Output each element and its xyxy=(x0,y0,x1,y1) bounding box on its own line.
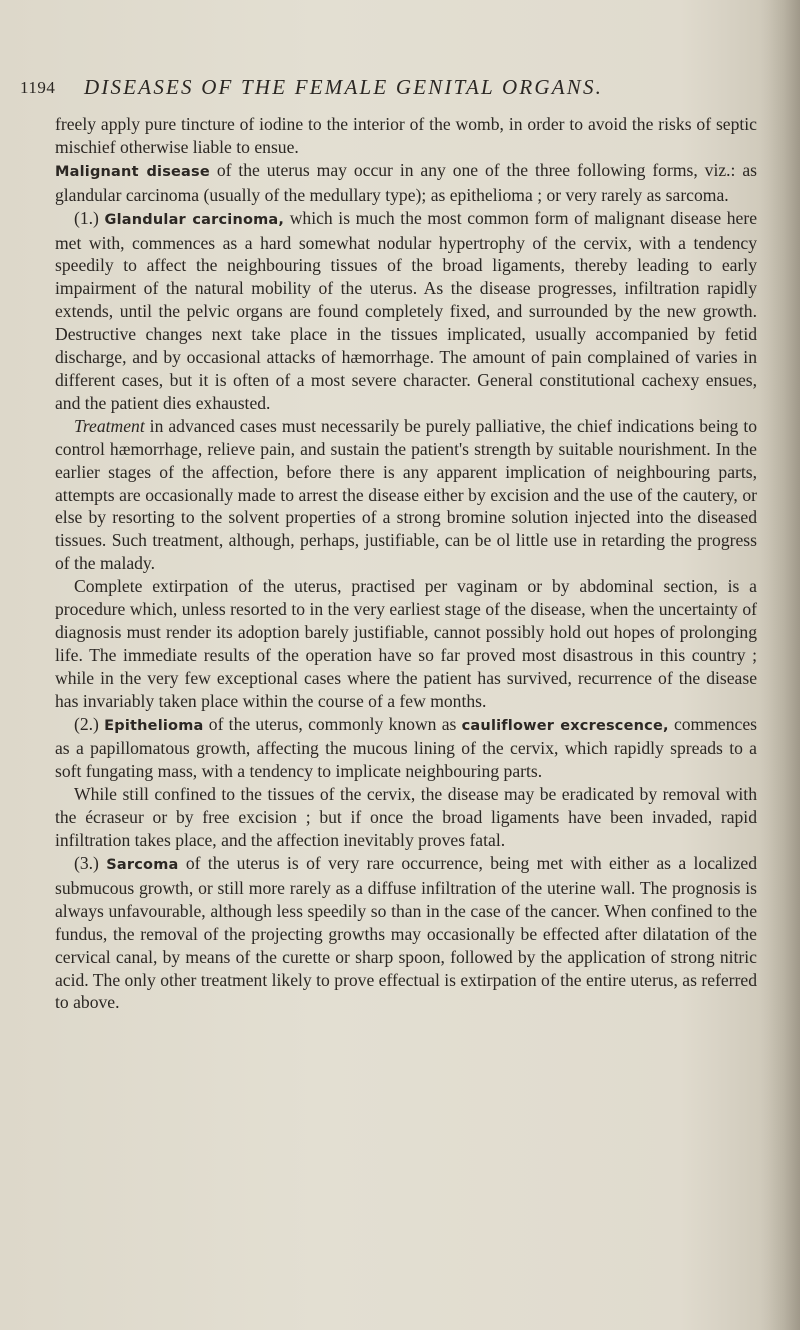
term-sarcoma: Sarcoma xyxy=(106,857,179,873)
paragraph-text: Complete extirpation of the uterus, practised per vaginam or by abdominal section, is a procedure which, unless resorted to in the very earliest stage of the disease, when the uncertainty of diagnosis must render its adoption barely justifiable, cannot possibly hold out hopes of prolonging life. The immediate results of the operation have so far proved most disastrous in this country ; while in the very few exceptional cases where the patient has survived, recurrence of the disease has invariably taken place within the course of a few months. xyxy=(55,576,757,711)
item-number: (3.) xyxy=(74,853,107,873)
paragraph-text: which is much the most common form of malignant disease here met with, commences as a hard somewhat nodular hypertrophy of the cervix, with a tendency speedily to affect the neighbouring tissues of the broad ligaments, thereby leading to early impairment of the natural mobility of the uterus. As the disease progresses, infiltration rapidly extends, until the pelvic organs are found completely fixed, and surrounded by the new growth. Destructive changes next take place in the tissues implicated, usually accompanied by fetid discharge, and by occasional attacks of hæmorrhage. The amount of pain complained of varies in different cases, but it is often of a most severe character. General constitutional cachexy ensues, and the patient dies exhausted. xyxy=(55,207,758,413)
item-number: (1.) xyxy=(74,207,105,228)
page-header xyxy=(20,75,780,106)
paragraph-sarcoma xyxy=(55,852,757,1014)
running-head: DISEASES OF THE FEMALE GENITAL ORGANS. xyxy=(84,75,604,99)
paragraph-treatment xyxy=(55,415,757,575)
page-edge-shadow xyxy=(760,0,800,1330)
paragraph-text: of the uterus is of very rare occurrence, being met with either as a localized submucous growth, or still more rarely as a diffuse infiltration of the uterine wall. The prognosis is always unfavourable, although less speedily so than in the case of the cancer. When confined to the fundus, the removal of the projecting growths may occasionally be effected after dilatation of the cervical canal, by means of the curette or sharp spoon, followed by the application of strong nitric acid. The only other treatment likely to prove effectual is extirpation of the entire uterus, as referred to above. xyxy=(55,853,758,1013)
term-treatment: Treatment xyxy=(74,415,145,436)
paragraph-glandular-carcinoma xyxy=(55,207,757,415)
term-glandular-carcinoma: Glandular carcinoma, xyxy=(104,211,285,228)
term-epithelioma: Epithelioma xyxy=(104,717,204,734)
paragraph-epithelioma xyxy=(55,713,757,784)
item-number: (2.) xyxy=(74,713,105,734)
page-number: 1194 xyxy=(20,78,56,97)
term-cauliflower-excrescence: cauliflower excrescence, xyxy=(461,717,669,734)
paragraph-text: freely apply pure tincture of iodine to the interior of the womb, in order to avoid the risks of septic mischief otherwise liable to ensue. xyxy=(55,114,757,157)
term-malignant-disease: Malignant disease xyxy=(55,163,210,180)
paragraph-malignant-disease xyxy=(55,159,757,207)
paragraph-eradication xyxy=(55,783,757,852)
paragraph-text: While still confined to the tissues of the cervix, the disease may be eradicated by removal with the écraseur or by free excision ; but if once the broad ligaments have been invaded, rapid infiltration takes place, and the affection inevitably proves fatal. xyxy=(55,784,757,851)
body-text xyxy=(55,113,757,1014)
paragraph-text: in advanced cases must necessarily be purely palliative, the chief indications being to control hæmorrhage, relieve pain, and sustain the patient's strength by suitable nourishment. In the earlier stages of the affection, before there is any apparent implication of neighbouring parts, attempts are occasionally made to arrest the disease either by excision and the use of the cautery, or else by resorting to the solvent properties of a strong bromine solution injected into the diseased tissues. Such treatment, although, perhaps, justifiable, can be ol little use in retarding the progress of the malady. xyxy=(55,415,757,574)
paragraph-text: commences as a papillomatous growth, affecting the mucous lining of the cervix, which rapidly spreads to a soft fungating mass, with a tendency to implicate neighbouring parts. xyxy=(55,713,758,782)
paragraph-intro xyxy=(55,113,757,159)
paragraph-extirpation xyxy=(55,575,757,712)
paragraph-text: of the uterus may occur in any one of the three following forms, viz.: as glandular carcinoma (usually of the medullary type); as epithelioma ; or very rarely as sarcoma. xyxy=(55,159,757,205)
paragraph-text: of the uterus, commonly known as xyxy=(203,713,462,734)
